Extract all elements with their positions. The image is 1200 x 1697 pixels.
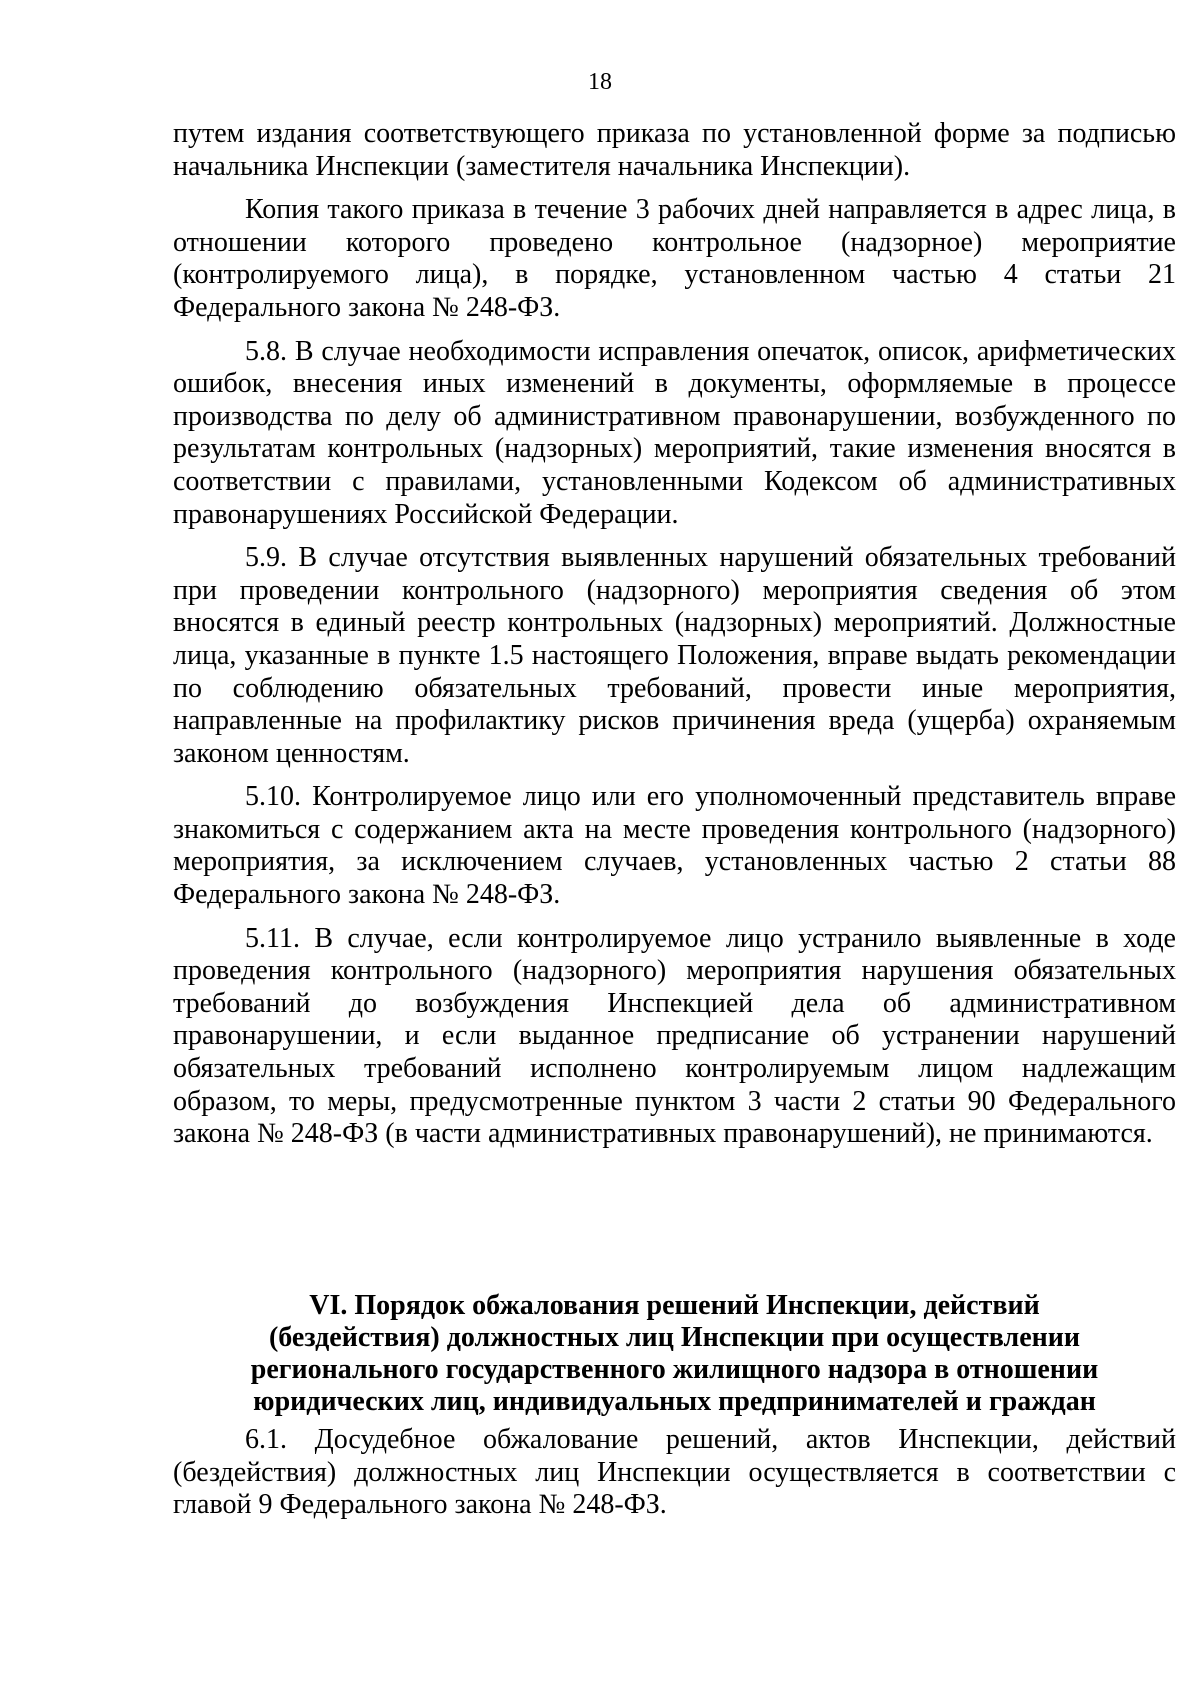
- paragraph-copy-order: Копия такого приказа в течение 3 рабочих дней направляется в адрес лица, в отношении которого проведено контрольное (надзорное) мероприятие (контролируемого лица), в порядке, установленном частью 4 статьи 21 Федерального закона № 248-ФЗ.: [173, 194, 1176, 323]
- heading-line-3: регионального государственного жилищного надзора в отношении: [250, 1354, 1099, 1385]
- heading-line-4: юридических лиц, индивидуальных предпринимателей и граждан: [253, 1386, 1096, 1417]
- paragraph-continuation: путем издания соответствующего приказа по установленной форме за подписью начальника Инспекции (заместителя начальника Инспекции).: [173, 118, 1176, 182]
- paragraph-5-10: 5.10. Контролируемое лицо или его уполномоченный представитель вправе знакомиться с содержанием акта на месте проведения контрольного (надзорного) мероприятия, за исключением случаев, установленных частью 2 статьи 88 Федерального закона № 248-ФЗ.: [173, 781, 1176, 911]
- paragraph-5-9: 5.9. В случае отсутствия выявленных нарушений обязательных требований при проведении контрольного (надзорного) мероприятия сведения об этом вносятся в единый реестр контрольных (надзорных) мероприятий. Должностные лица, указанные в пункте 1.5 настоящего Положения, вправе выдать рекомендации по соблюдению обязательных требований, провести иные мероприятия, направленные на профилактику рисков причинения вреда (ущерба) охраняемым законом ценностям.: [173, 542, 1176, 769]
- paragraph-5-8: 5.8. В случае необходимости исправления опечаток, описок, арифметических ошибок, внесения иных изменений в документы, оформляемые в процессе производства по делу об административном правонарушении, возбужденного по результатам контрольных (надзорных) мероприятий, такие изменения вносятся в соответствии с правилами, установленными Кодексом об административных правонарушениях Российской Федерации.: [173, 335, 1176, 530]
- section-6-heading: [173, 1290, 1176, 1418]
- paragraph-6-1: 6.1. Досудебное обжалование решений, актов Инспекции, действий (бездействия) должностных лиц Инспекции осуществляется в соответствии с главой 9 Федерального закона № 248-ФЗ.: [173, 1424, 1176, 1521]
- section6-body: [173, 1424, 1176, 1522]
- heading-line-2: (бездействия) должностных лиц Инспекции при осуществлении: [268, 1322, 1081, 1353]
- page-number: 18: [588, 69, 612, 95]
- heading-line-1: VI. Порядок обжалования решений Инспекции, действий: [309, 1290, 1040, 1321]
- section5-body: [173, 118, 1176, 1151]
- paragraph-5-11: 5.11. В случае, если контролируемое лицо устранило выявленные в ходе проведения контрольного (надзорного) мероприятия нарушения обязательных требований до возбуждения Инспекцией дела об административном правонарушении, и если выданное предписание об устранении нарушений обязательных требований исполнено контролируемым лицом надлежащим образом, то меры, предусмотренные пунктом 3 части 2 статьи 90 Федерального закона № 248-ФЗ (в части административных правонарушений), не принимаются.: [173, 922, 1176, 1150]
